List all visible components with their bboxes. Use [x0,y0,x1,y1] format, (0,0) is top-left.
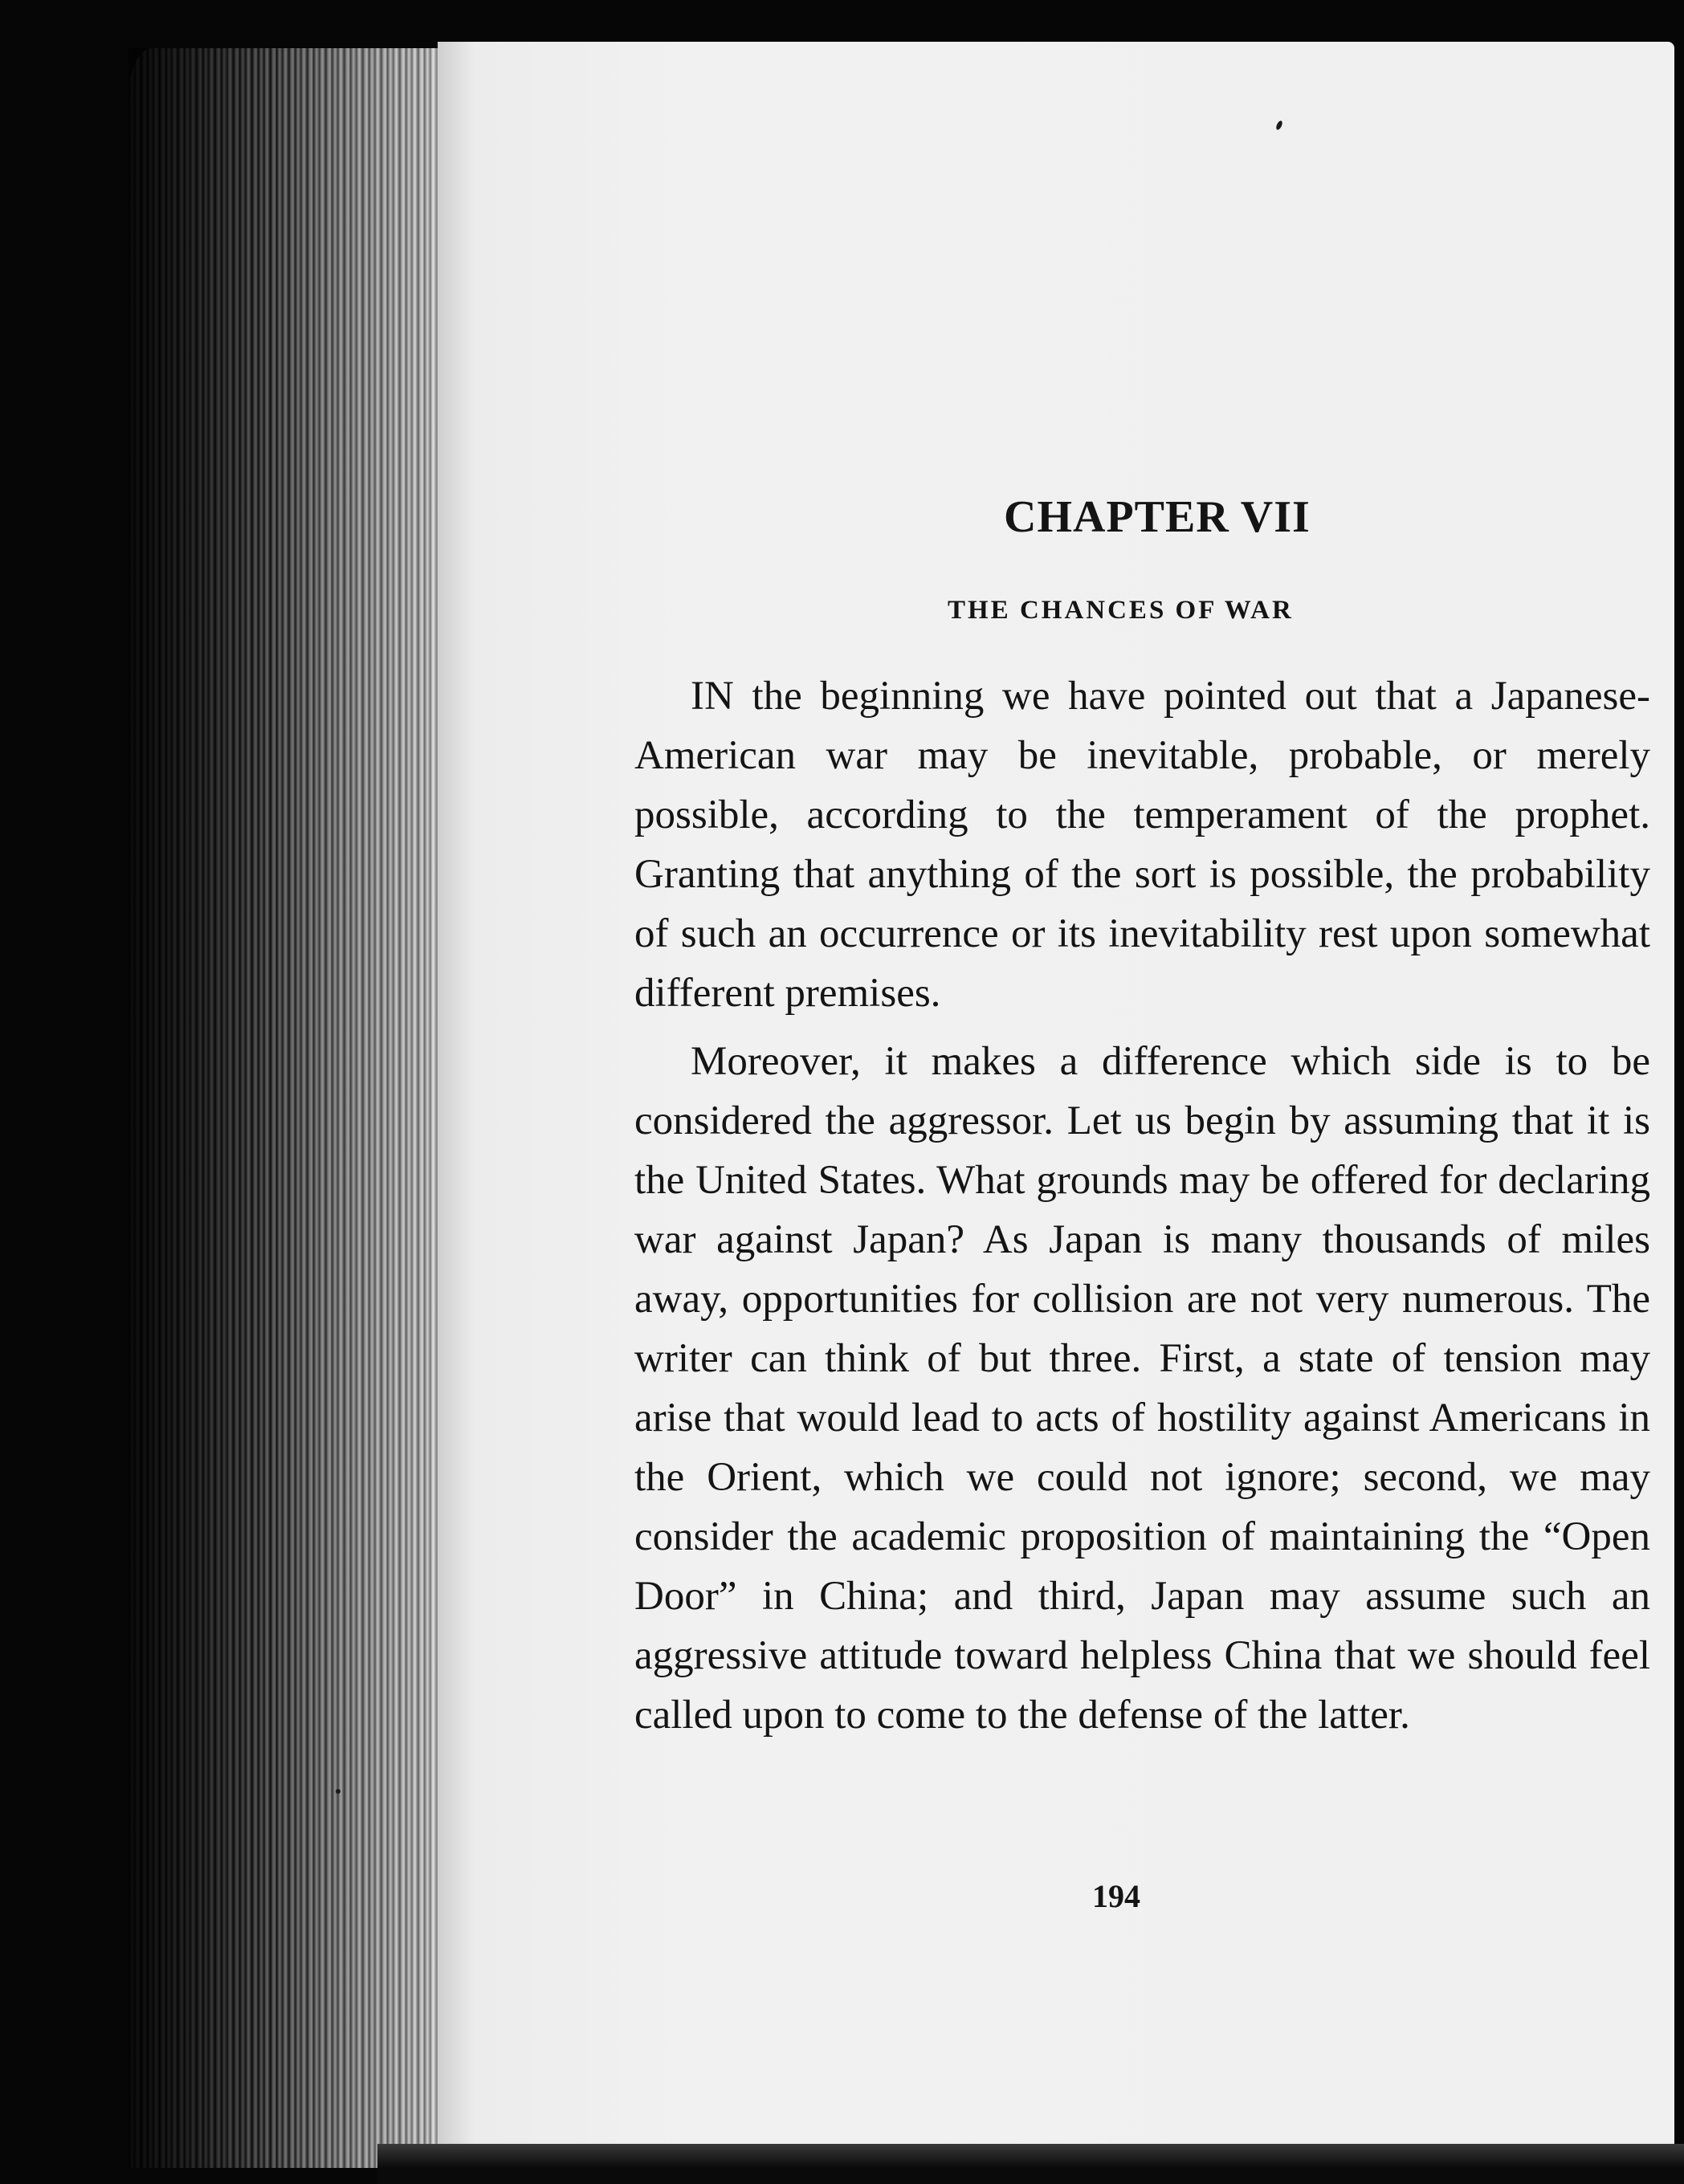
page-number: 194 [1092,1878,1140,1914]
ink-speck [336,1789,340,1794]
chapter-number: CHAPTER VII [1004,492,1311,542]
page-edges [128,48,446,2168]
paragraph: Moreover, it makes a difference which side is to be considered the aggressor. Let us begin by assuming that it is the United States. What grounds may be offered for declaring war against Japan? As Japan is many thousands of miles away, opportunities for collision are not very numerous. The writer can think of but three. First, a state of tension may arise that would lead to acts of hostility against Americans in the Orient, which we could not ignore; second, we may consider the academic proposition of maintaining the “Open Door” in China; and third, Japan may assume such an aggressive attitude toward helpless China that we should feel called upon to come to the defense of the latter. [634,1039,1650,1738]
chapter-title: THE CHANCES OF WAR [948,596,1294,625]
paragraph: IN the beginning we have pointed out that a Japanese-American war may be inevitable, probable, or merely possible, according to the temperament of the prophet. Granting that anything of the sort is possible, the probability of such an occurrence or its inevitability rest upon somewhat different premises. [634,674,1650,1016]
page-bottom-shadow [377,2144,1684,2184]
